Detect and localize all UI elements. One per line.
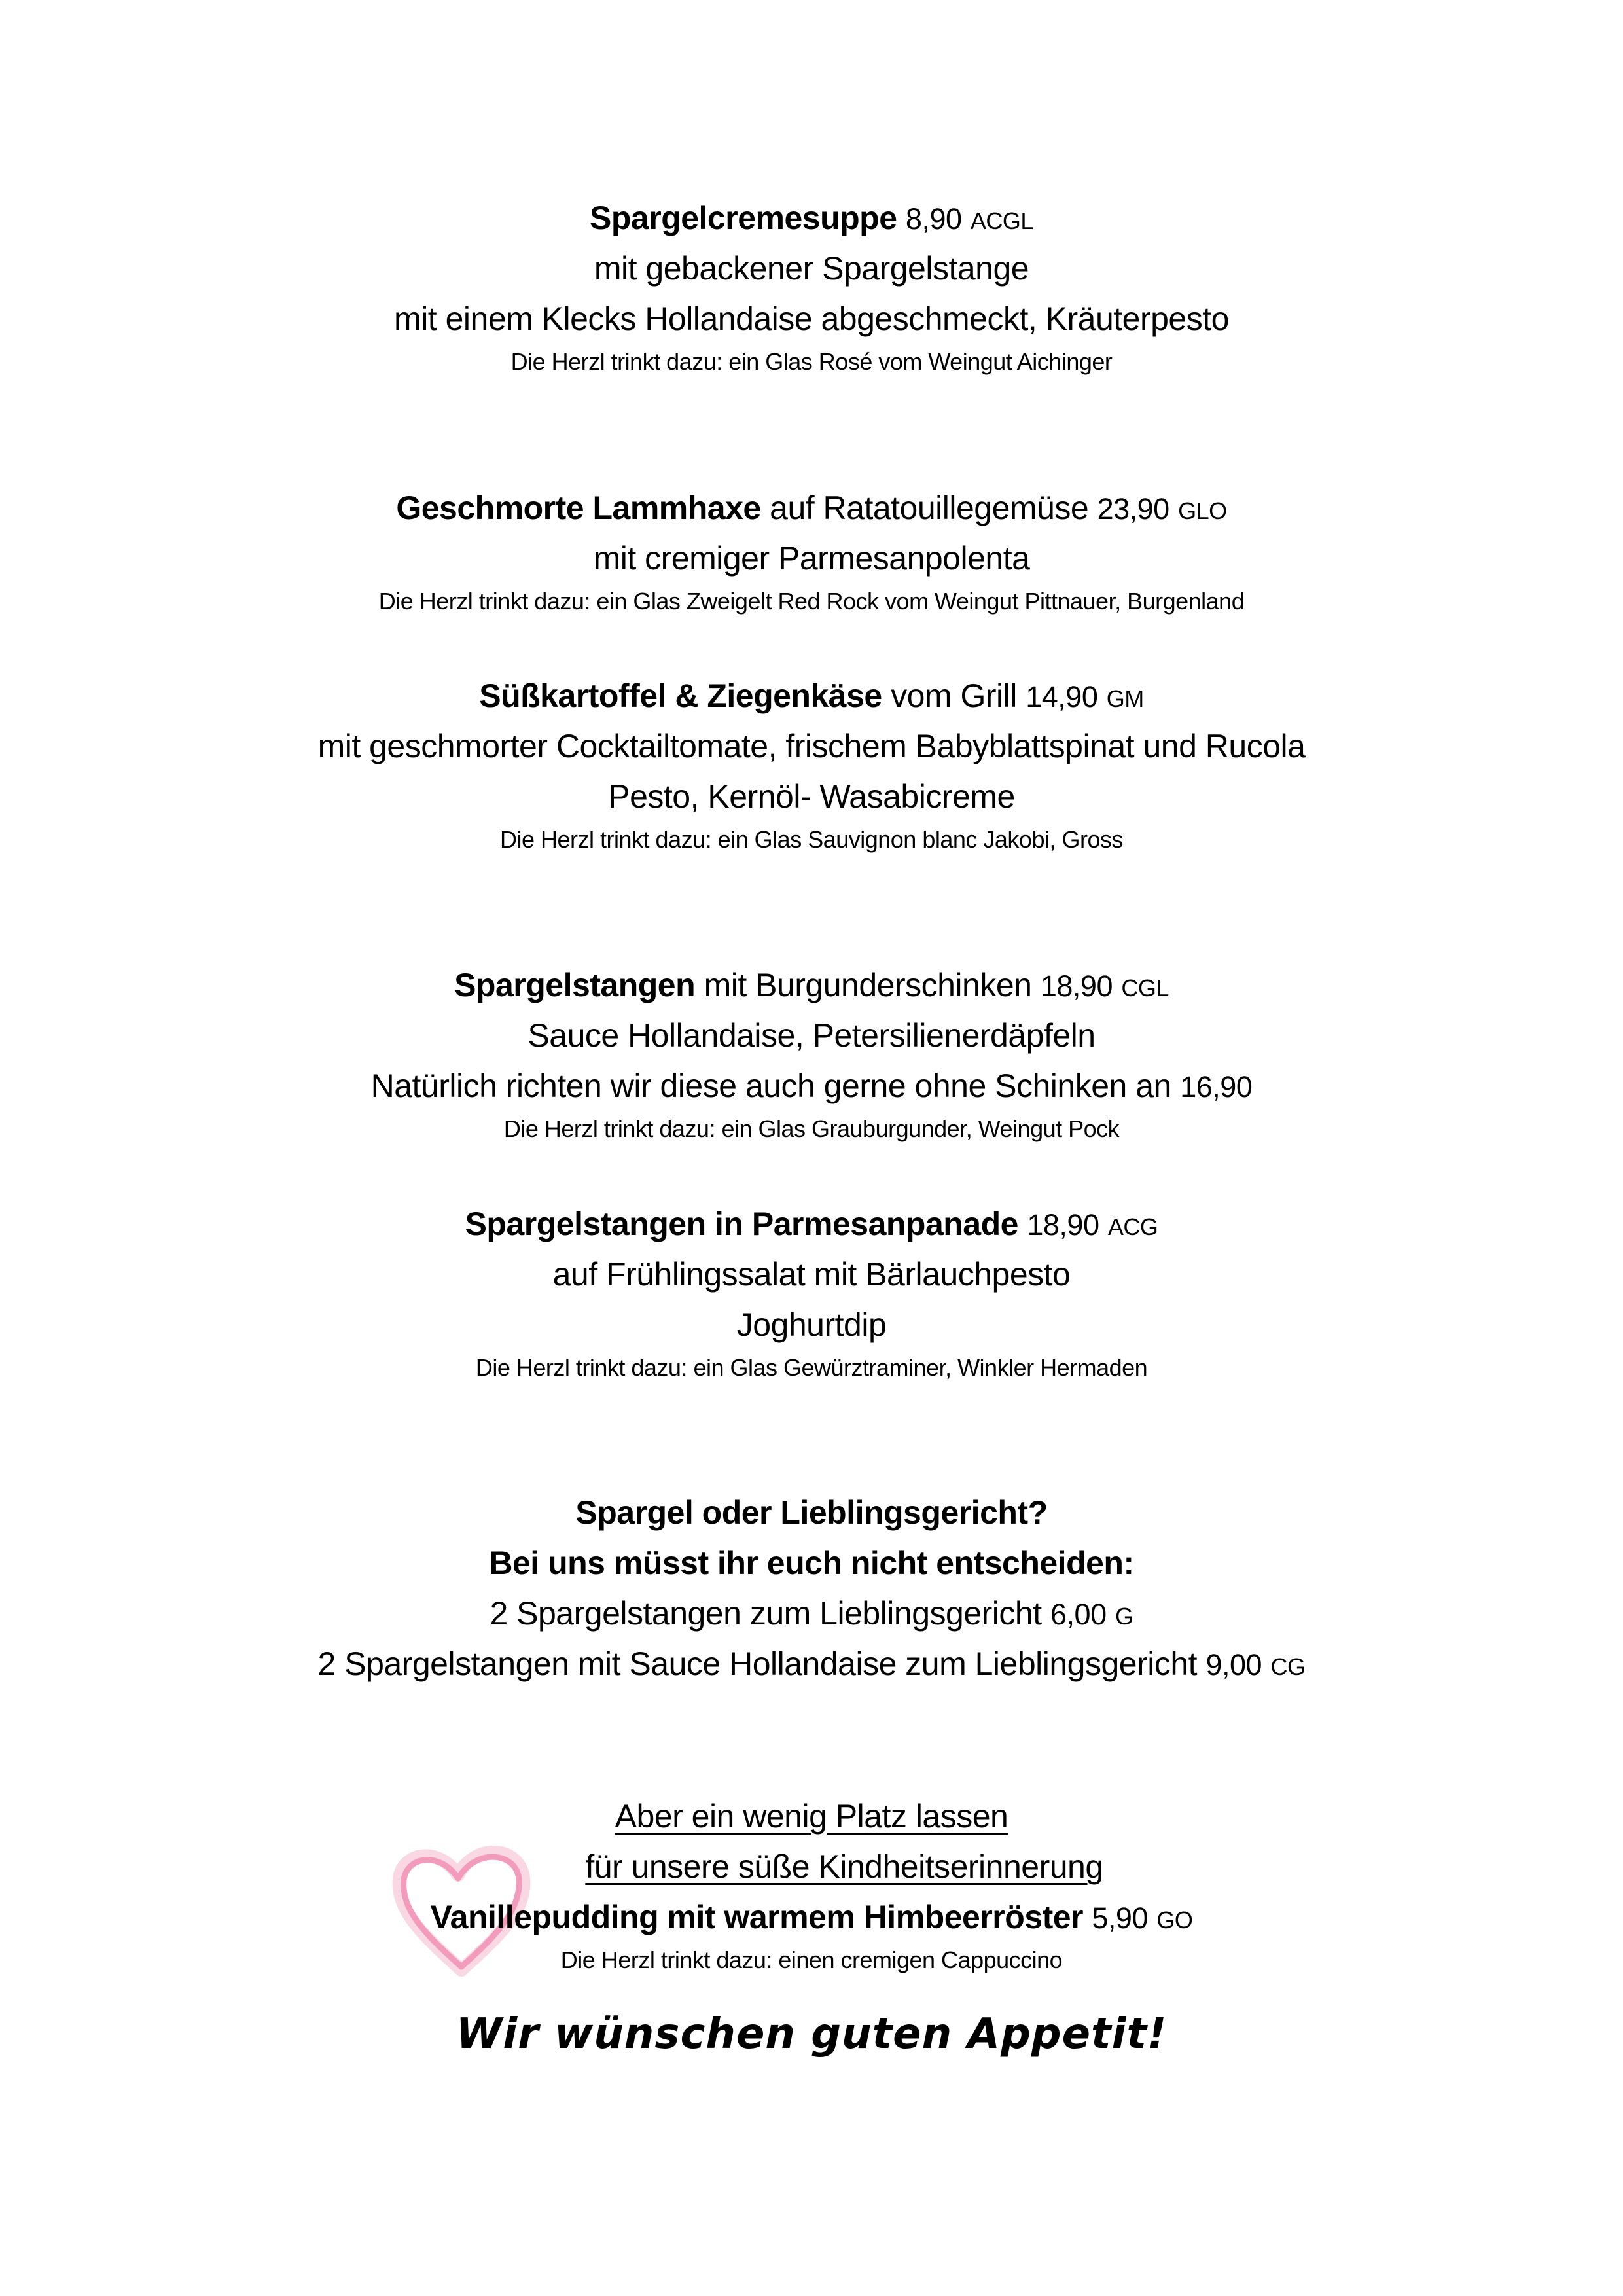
alternative-price: 16,90 — [1180, 1070, 1253, 1103]
alternative-text: Natürlich richten wir diese auch gerne ohne Schinken an — [370, 1067, 1171, 1104]
dish-name: Spargelcremesuppe — [590, 200, 897, 236]
dish-price: 23,90 — [1097, 492, 1169, 526]
combo-subheading: Bei uns müsst ihr euch nicht entscheiden: — [489, 1545, 1134, 1581]
dish-alternative — [0, 1066, 1623, 1107]
allergen-codes: GM — [1106, 685, 1144, 712]
dish-name-suffix: vom Grill — [891, 677, 1017, 714]
dessert-name: Vanillepudding mit warmem Himbeerröster — [430, 1899, 1083, 1935]
dish-name-suffix: auf Ratatouillegemüse — [770, 490, 1089, 526]
combo-option-price: 9,00 — [1205, 1648, 1262, 1681]
dish-name-suffix: mit Burgunderschinken — [704, 967, 1032, 1003]
dish-description: mit cremiger Parmesanpolenta — [593, 540, 1030, 577]
allergen-codes: GLO — [1178, 497, 1227, 524]
dessert-intro — [0, 1797, 1623, 1836]
dish-description: mit einem Klecks Hollandaise abgeschmeckt, Kräuterpesto — [394, 300, 1229, 337]
wine-pairing: Die Herzl trinkt dazu: ein Glas Zweigelt Red Rock vom Weingut Pittnauer, Burgenland — [378, 588, 1245, 615]
dessert-intro-1: Aber ein wenig Platz lassen — [615, 1798, 1008, 1835]
allergen-codes: ACGL — [970, 207, 1033, 234]
dish-name: Spargelstangen — [454, 967, 696, 1003]
dish-price: 14,90 — [1026, 680, 1098, 713]
dessert-intro — [33, 1847, 1623, 1886]
combo-option — [0, 1594, 1623, 1636]
menu-item-title — [0, 198, 1623, 241]
combo-option-label: 2 Spargelstangen mit Sauce Hollandaise zum Lieblingsgericht — [317, 1645, 1198, 1682]
dish-description: Sauce Hollandaise, Petersilienerdäpfeln — [527, 1017, 1096, 1054]
dish-name: Spargelstangen in Parmesanpanade — [465, 1206, 1018, 1242]
closing-message: Wir wünschen guten Appetit! — [455, 2010, 1168, 2058]
wine-pairing: Die Herzl trinkt dazu: ein Glas Gewürztraminer, Winkler Hermaden — [475, 1354, 1148, 1381]
menu-item-title — [0, 965, 1623, 1008]
dish-description: mit gebackener Spargelstange — [594, 250, 1029, 287]
allergen-codes: ACG — [1107, 1213, 1158, 1240]
dish-description: Pesto, Kernöl- Wasabicreme — [608, 778, 1015, 815]
wine-pairing: Die Herzl trinkt dazu: ein Glas Sauvignon blanc Jakobi, Gross — [500, 826, 1123, 853]
combo-option — [0, 1644, 1623, 1687]
wine-pairing: Die Herzl trinkt dazu: ein Glas Grauburgunder, Weingut Pock — [503, 1115, 1120, 1142]
wine-pairing: Die Herzl trinkt dazu: ein Glas Rosé vom Weingut Aichinger — [510, 348, 1113, 375]
dish-description: Joghurtdip — [736, 1306, 887, 1343]
allergen-codes: GO — [1156, 1907, 1193, 1933]
allergen-codes: G — [1115, 1603, 1133, 1630]
dish-description: auf Frühlingssalat mit Bärlauchpesto — [552, 1256, 1071, 1293]
dish-name: Geschmorte Lammhaxe — [396, 490, 761, 526]
dish-price: 8,90 — [905, 202, 962, 236]
dessert-pairing: Die Herzl trinkt dazu: einen cremigen Cappuccino — [560, 1946, 1063, 1973]
menu-item-title — [0, 488, 1623, 531]
dish-price: 18,90 — [1040, 969, 1113, 1003]
dessert-intro-2: für unsere süße Kindheitserinnerung — [585, 1848, 1103, 1885]
menu-item-title — [0, 1204, 1623, 1247]
dessert-title — [0, 1897, 1623, 1940]
combo-heading: Spargel oder Lieblingsgericht? — [575, 1494, 1048, 1531]
dessert-price: 5,90 — [1092, 1901, 1148, 1935]
allergen-codes: CG — [1270, 1653, 1306, 1680]
combo-option-label: 2 Spargelstangen zum Lieblingsgericht — [490, 1595, 1042, 1632]
dish-description: mit geschmorter Cocktailtomate, frischem Babyblattspinat und Rucola — [317, 728, 1306, 764]
combo-option-price: 6,00 — [1050, 1598, 1107, 1631]
menu-item-title — [0, 676, 1623, 719]
allergen-codes: CGL — [1121, 975, 1169, 1001]
dish-price: 18,90 — [1027, 1208, 1099, 1242]
dish-name: Süßkartoffel & Ziegenkäse — [479, 677, 882, 714]
